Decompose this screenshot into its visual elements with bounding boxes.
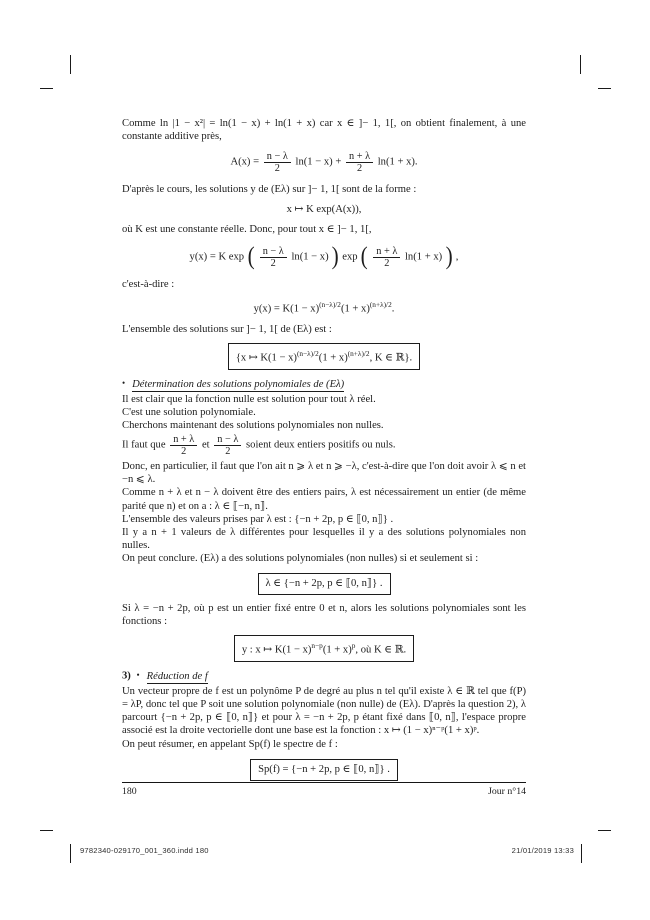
paragraph-cest-a-dire: c'est-à-dire :	[122, 279, 175, 291]
paragraph-entiers-pairs: Comme n + λ et n − λ doivent être des entiers pairs, λ est nécessairement un entier (de même parité que n) et on a : λ ∈ ⟦−n, n⟧.	[122, 487, 526, 512]
fraction: $\frac{n - \lambda}{2}$	[214, 434, 241, 458]
equation-A-of-x	[122, 151, 526, 175]
footer-rule	[122, 782, 526, 783]
exponent: (n−λ)/2	[296, 349, 319, 359]
equation-y-exp-form: y(x) = K exp ( $\frac{n - \lambda}{2}$ ln(1 − x) ) exp ( $\frac{n + \lambda}{2}$ ln(1 + x) ) ,	[189, 242, 459, 270]
crop-mark-bottom-right-horizontal	[598, 830, 611, 831]
boxed-lambda-set	[122, 573, 526, 595]
result-box: {x ↦ $K(1 - x)^{(n-\lambda)/2}(1 + x)^{(n+\lambda)/2}$, K ∈ ℝ}.	[228, 343, 420, 370]
paragraph-donc-en-particulier: Donc, en particulier, il faut que l'on ait n ⩾ λ et n ⩾ −λ, c'est-à-dire que l'on doit avoir λ ⩽ n et −n ⩽ λ.	[122, 460, 526, 486]
print-slug-datetime: 21/01/2019 13:33	[511, 846, 574, 855]
bullet-icon: •	[122, 377, 126, 388]
equation-exp: exp	[342, 251, 358, 263]
equation-middle: ln(1 + x)	[404, 251, 443, 263]
heading-determination-solutions	[122, 377, 526, 391]
crop-mark-bottom-left-horizontal	[40, 830, 53, 831]
paragraph-vecteur-propre: Un vecteur propre de f est un polynôme P de degré au plus n tel qu'il existe λ ∈ ℝ tel que f(P) = λP, donc tel que P soit une solution polynomiale (non nulle) de (Eλ). D'après la question 2), λ parcourt {−n + 2p, p ∈ ⟦0, n⟧} et pour λ = −n + 2p, p étant fixé dans ⟦0, n⟧, l'espace propre associé est la droite vectorielle dont une base est la fonction : x ↦ (1 − x)ⁿ⁻ᵖ(1 + x)ᵖ.	[122, 685, 526, 737]
equation-middle: ln(1 − x)	[291, 251, 329, 263]
boxed-polynomial-solutions	[122, 635, 526, 662]
equation-y-power-form: $y(x) = K(1 - x)^{(n-\lambda)/2}(1 + x)^{(n+\lambda)/2}$.	[253, 300, 395, 315]
exponent: (n−λ)/2	[319, 300, 341, 310]
paragraph-fonction-nulle: Il est clair que la fonction nulle est solution pour tout λ réel.	[122, 393, 376, 405]
print-slug-filename: 9782340-029170_001_360.indd 180	[80, 846, 209, 855]
equation-tail: ,	[455, 251, 459, 263]
paragraph-on-peut-resumer: On peut résumer, en appelant Sp(f) le spectre de f :	[122, 738, 338, 750]
equation-lhs: y(x) = K exp	[189, 251, 245, 263]
paragraph-on-peut-conclure: On peut conclure. (Eλ) a des solutions polynomiales (non nulles) si et seulement si :	[122, 553, 479, 565]
page-footer	[122, 786, 526, 797]
exponent: (n+λ)/2	[369, 300, 392, 310]
paragraph-cherchons: Cherchons maintenant des solutions polynomiales non nulles.	[122, 420, 384, 432]
boxed-solution-set	[122, 343, 526, 370]
crop-mark-top-right-vertical	[580, 55, 581, 74]
paragraph-si-lambda: Si λ = −n + 2p, où p est un entier fixé entre 0 et n, alors les solutions polynomiales sont les fonctions :	[122, 602, 526, 627]
equation-tail: ln(1 + x).	[377, 157, 418, 169]
chapter-label: Jour n°14	[488, 786, 526, 797]
paragraph-constante-reelle: où K est une constante réelle. Donc, pour tout x ∈ ]− 1, 1[,	[122, 224, 372, 236]
paragraph-il-faut-que: Il faut que $\frac{n + \lambda}{2}$ et $\frac{n - \lambda}{2}$ soient deux entiers positifs ou nuls.	[122, 434, 396, 458]
paragraph-cours-solutions: D'après le cours, les solutions y de (Eλ) sur ]− 1, 1[ sont de la forme :	[122, 183, 417, 195]
crop-mark-slug-left-vertical	[70, 844, 71, 863]
equation-middle: ln(1 − x) +	[295, 157, 342, 169]
fraction: $\frac{n + \lambda}{2}$	[170, 434, 197, 458]
paragraph-ensemble-solutions: L'ensemble des solutions sur ]− 1, 1[ de (Eλ) est :	[122, 323, 332, 335]
result-box: λ ∈ {−n + 2p, p ∈ ⟦0, n⟧} .	[258, 573, 391, 595]
exponent: (n+λ)/2	[347, 349, 370, 359]
crop-mark-top-right-horizontal	[598, 88, 611, 89]
result-box: y : x ↦ $K(1 - x)^{n-p}(1 + x)^p$, où K ∈ ℝ.	[234, 635, 414, 662]
page-number: 180	[122, 786, 137, 797]
fraction: $\frac{n - \lambda}{2}$	[260, 246, 287, 270]
boxed-spectre	[122, 759, 526, 781]
paragraph-solution-polynomiale: C'est une solution polynomiale.	[122, 406, 256, 418]
crop-mark-slug-right-vertical	[581, 844, 582, 863]
crop-mark-top-left-horizontal	[40, 88, 53, 89]
heading-text: Détermination des solutions polynomiales de (Eλ)	[132, 379, 344, 393]
result-box: Sp(f) = {−n + 2p, p ∈ ⟦0, n⟧} .	[250, 759, 398, 781]
exponent: n−p	[311, 641, 323, 651]
fraction: $\frac{n - \lambda}{2}$	[264, 151, 291, 175]
question-number: 3)	[122, 670, 131, 682]
crop-mark-top-left-vertical	[70, 55, 71, 74]
heading-text: Réduction de f	[147, 671, 208, 685]
exponent: p	[351, 641, 356, 651]
paragraph-n-plus-1-valeurs: Il y a n + 1 valeurs de λ différentes pour lesquelles il y a des solutions polynomiales non nulles.	[122, 526, 526, 552]
paragraph-ensemble-valeurs: L'ensemble des valeurs prises par λ est : {−n + 2p, p ∈ ⟦0, n⟧} .	[122, 513, 394, 525]
fraction: $\frac{n + \lambda}{2}$	[373, 246, 400, 270]
bullet-icon: •	[136, 669, 140, 680]
heading-reduction-de-f	[122, 669, 526, 683]
fraction: $\frac{n + \lambda}{2}$	[346, 151, 373, 175]
equation-lhs: A(x) =	[230, 157, 260, 169]
page-body	[122, 117, 526, 781]
paragraph-ln-identity: Comme ln |1 − x²| = ln(1 − x) + ln(1 + x) car x ∈ ]− 1, 1[, on obtient finalement, à une constante additive près,	[122, 118, 526, 143]
equation-x-maps-K-exp: x ↦ K exp(A(x)),	[286, 204, 362, 216]
